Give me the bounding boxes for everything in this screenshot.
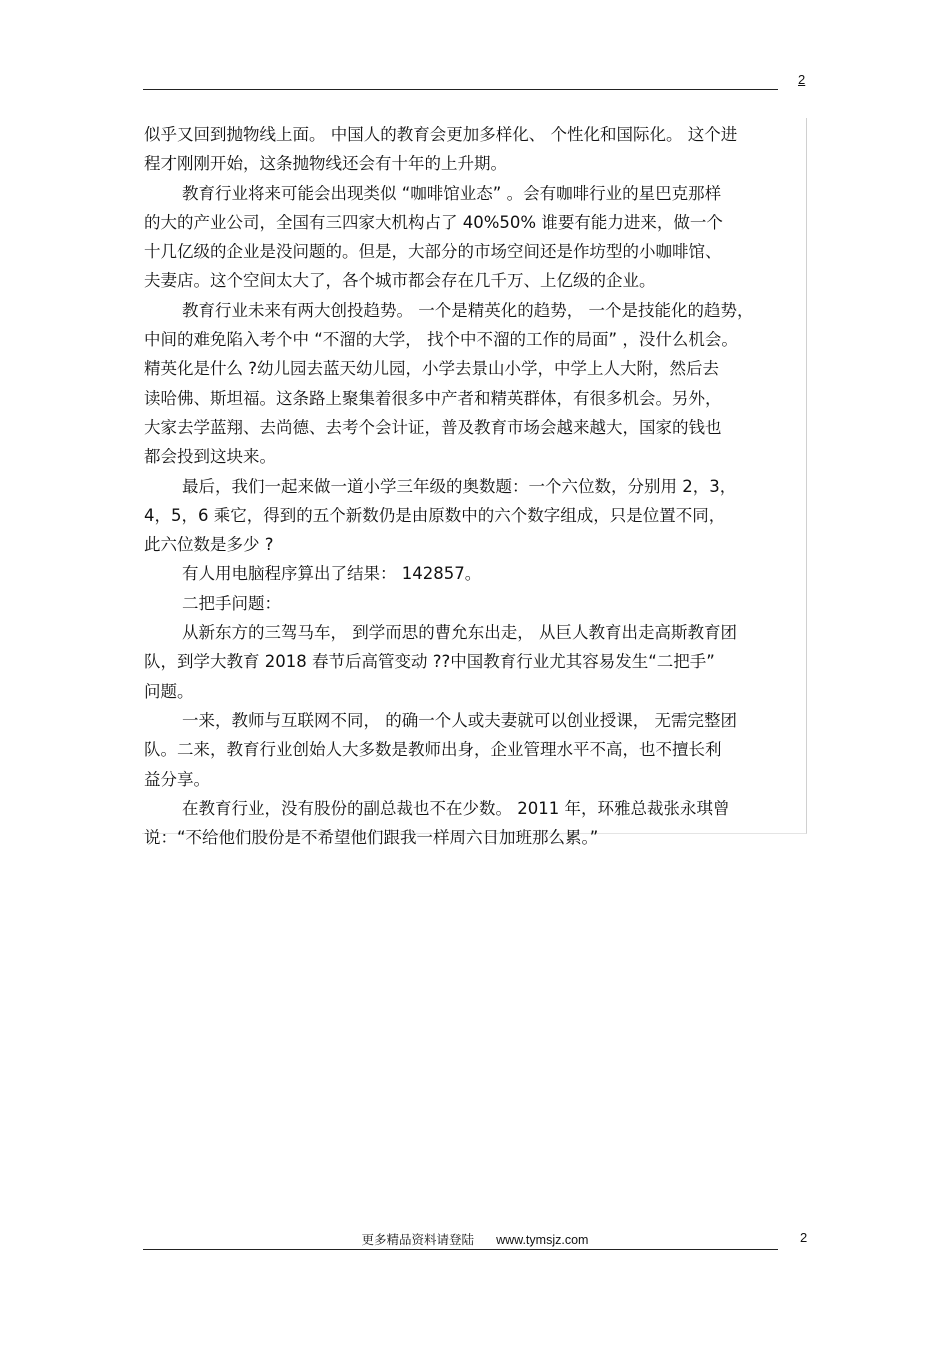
text-line: 似乎又回到抛物线上面。 中国人的教育会更加多样化、 个性化和国际化。 这个进	[144, 125, 738, 144]
text-line: 队。二来，教育行业创始人大多数是教师出身，企业管理水平不高，也不擅长利	[144, 740, 722, 760]
text-line: 大家去学蓝翔、去尚德、去考个会计证，普及教育市场会越来越大，国家的钱也	[144, 417, 722, 437]
text-line: 教育行业未来有两大创投趋势。 一个是精英化的趋势， 一个是技能化的趋势，	[182, 300, 754, 320]
footer-text: 更多精品资料请登陆	[361, 1232, 475, 1247]
document-body	[144, 120, 804, 852]
text-line: 一来，教师与互联网不同， 的确一个人或夫妻就可以创业授课， 无需完整团	[182, 710, 737, 730]
text-line: 有人用电脑程序算出了结果： 142857。	[182, 564, 482, 584]
text-line: 此六位数是多少 ?	[144, 535, 274, 555]
text-line: 读哈佛、斯坦福。这条路上聚集着很多中产者和精英群体，有很多机会。另外，	[144, 388, 722, 408]
header-rule	[143, 89, 778, 90]
footer-page-number: 2	[800, 1230, 808, 1245]
text-line: 说：“不给他们股份是不希望他们跟我一样周六日加班那么累。”	[144, 828, 599, 848]
text-line: 夫妻店。这个空间太大了，各个城市都会存在几千万、上亿级的企业。	[144, 271, 656, 291]
text-line: 教育行业将来可能会出现类似 “咖啡馆业态” 。会有咖啡行业的星巴克那样	[182, 183, 722, 203]
text-line: 从新东方的三驾马车， 到学而思的曹允东出走， 从巨人教育出走高斯教育团	[182, 623, 737, 643]
text-line: 十几亿级的企业是没问题的。但是，大部分的市场空间还是作坊型的小咖啡馆、	[144, 242, 722, 262]
text-line: 中间的难免陷入考个中 “不溜的大学， 找个中不溜的工作的局面” ，没什么机会。	[144, 330, 738, 350]
text-line: 在教育行业，没有股份的副总裁也不在少数。 2011 年，环雅总裁张永琪曾	[182, 798, 730, 818]
text-line: 程才刚刚开始，这条抛物线还会有十年的上升期。	[144, 154, 507, 174]
footer	[0, 1230, 950, 1248]
header-page-number: 2	[798, 72, 806, 87]
text-line: 精英化是什么 ?幼儿园去蓝天幼儿园，小学去景山小学，中学上人大附，然后去	[144, 359, 720, 379]
text-line: 都会投到这块来。	[144, 447, 276, 467]
text-line: 4，5，6 乘它，得到的五个新数仍是由原数中的六个数字组成，只是位置不同，	[144, 505, 726, 525]
text-line: 的大的产业公司，全国有三四家大机构占了 40%50% 谁要有能力进来，做一个	[144, 212, 723, 232]
footer-link[interactable]: www.tymsjz.com	[496, 1233, 589, 1247]
text-line: 二把手问题：	[182, 593, 281, 613]
text-line: 问题。	[144, 681, 194, 701]
text-line: 益分享。	[144, 769, 210, 789]
text-line: 最后，我们一起来做一道小学三年级的奥数题：一个六位数，分别用 2，3，	[182, 476, 737, 496]
footer-rule	[143, 1249, 778, 1250]
text-line: 队，到学大教育 2018 春节后高管变动 ??中国教育行业尤其容易发生“二把手”	[144, 652, 715, 672]
